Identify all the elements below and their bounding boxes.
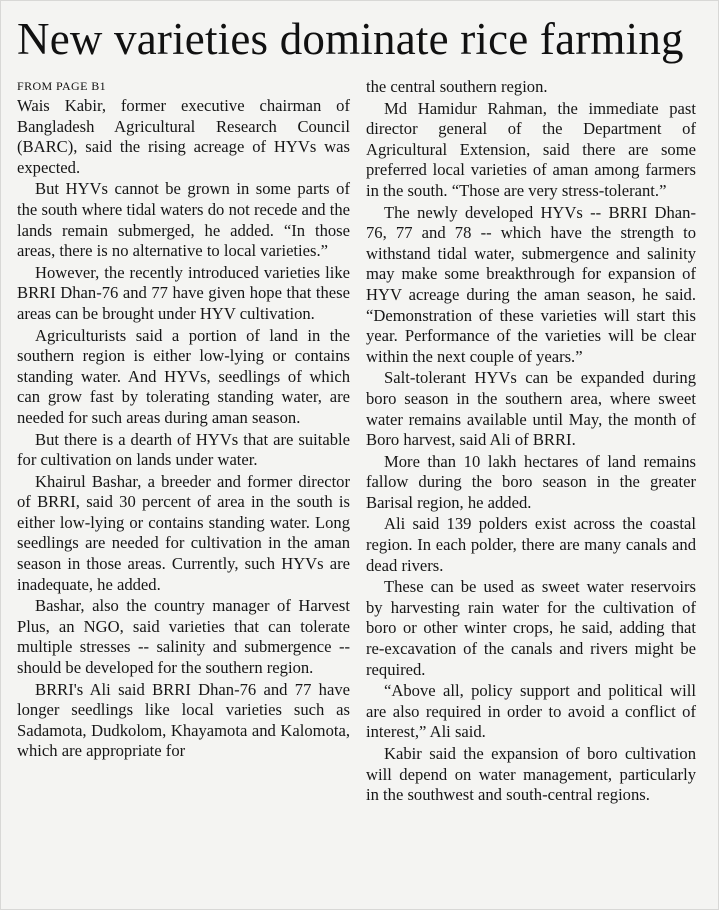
paragraph: More than 10 lakh hectares of land remains fallow during the boro season in the greater Barisal region, he added. <box>366 451 696 512</box>
paragraph: However, the recently introduced varieties like BRRI Dhan-76 and 77 have given hope that these areas can be brought under HYV cultivation. <box>17 262 350 323</box>
paragraph: The newly developed HYVs -- BRRI Dhan-76, 77 and 78 -- which have the strength to withstand tidal water, submergence and salinity may make some breakthrough for expansion of HYV acreage during the aman season, he said. “Demonstration of these varieties will start this year. Performance of the varieties will be clear within the next couple of years.” <box>366 202 696 366</box>
left-column <box>17 77 350 763</box>
paragraph: But HYVs cannot be grown in some parts of the south where tidal waters do not recede and the lands remain submerged, he added. “In those areas, there is no alternative to local varieties.” <box>17 179 350 261</box>
paragraph: But there is a dearth of HYVs that are suitable for cultivation on lands under water. <box>17 429 350 470</box>
paragraph: Ali said 139 polders exist across the coastal region. In each polder, there are many canals and dead rivers. <box>366 514 696 575</box>
dateline: FROM PAGE B1 <box>17 79 107 93</box>
headline: New varieties dominate rice farming <box>17 14 684 64</box>
paragraph: Salt-tolerant HYVs can be expanded during boro season in the southern area, where sweet water remains available until May, the month of Boro harvest, said Ali of BRRI. <box>366 368 696 450</box>
paragraph: These can be used as sweet water reservoirs by harvesting rain water for the cultivation of boro or other winter crops, he said, adding that re-excavation of the canals and rivers might be required. <box>366 577 696 679</box>
paragraph: Agriculturists said a portion of land in the southern region is either low-lying or contains standing water. And HYVs, seedlings of which can grow fast by tolerating standing water, are needed for such areas during aman season. <box>17 325 350 427</box>
paragraph: Md Hamidur Rahman, the immediate past director general of the Department of Agricultural Extension, said there are some preferred local varieties of aman among farmers in the south. “Those are very stress-tolerant.” <box>366 98 696 200</box>
paragraph: “Above all, policy support and political will are also required in order to avoid a conflict of interest,” Ali said. <box>366 681 696 742</box>
paragraph: BRRI's Ali said BRRI Dhan-76 and 77 have longer seedlings like local varieties such as Sadamota, Dudkolom, Khayamota and Kalomota, which are appropriate for <box>17 679 350 761</box>
paragraph: Khairul Bashar, a breeder and former director of BRRI, said 30 percent of area in the south is either low-lying or contains standing water. Long seedlings are needed for cultivation in the aman season in those areas. Currently, such HYVs are inadequate, he added. <box>17 471 350 594</box>
paragraph: Kabir said the expansion of boro cultivation will depend on water management, particularly in the southwest and south-central regions. <box>366 744 696 805</box>
paragraph: Wais Kabir, former executive chairman of Bangladesh Agricultural Research Council (BARC), said the rising acreage of HYVs was expected. <box>17 96 350 177</box>
right-column <box>366 77 696 807</box>
paragraph: Bashar, also the country manager of Harvest Plus, an NGO, said varieties that can tolerate multiple stresses -- salinity and submergence -- should be developed for the southern region. <box>17 596 350 678</box>
paragraph-continuation: the central southern region. <box>366 77 548 96</box>
